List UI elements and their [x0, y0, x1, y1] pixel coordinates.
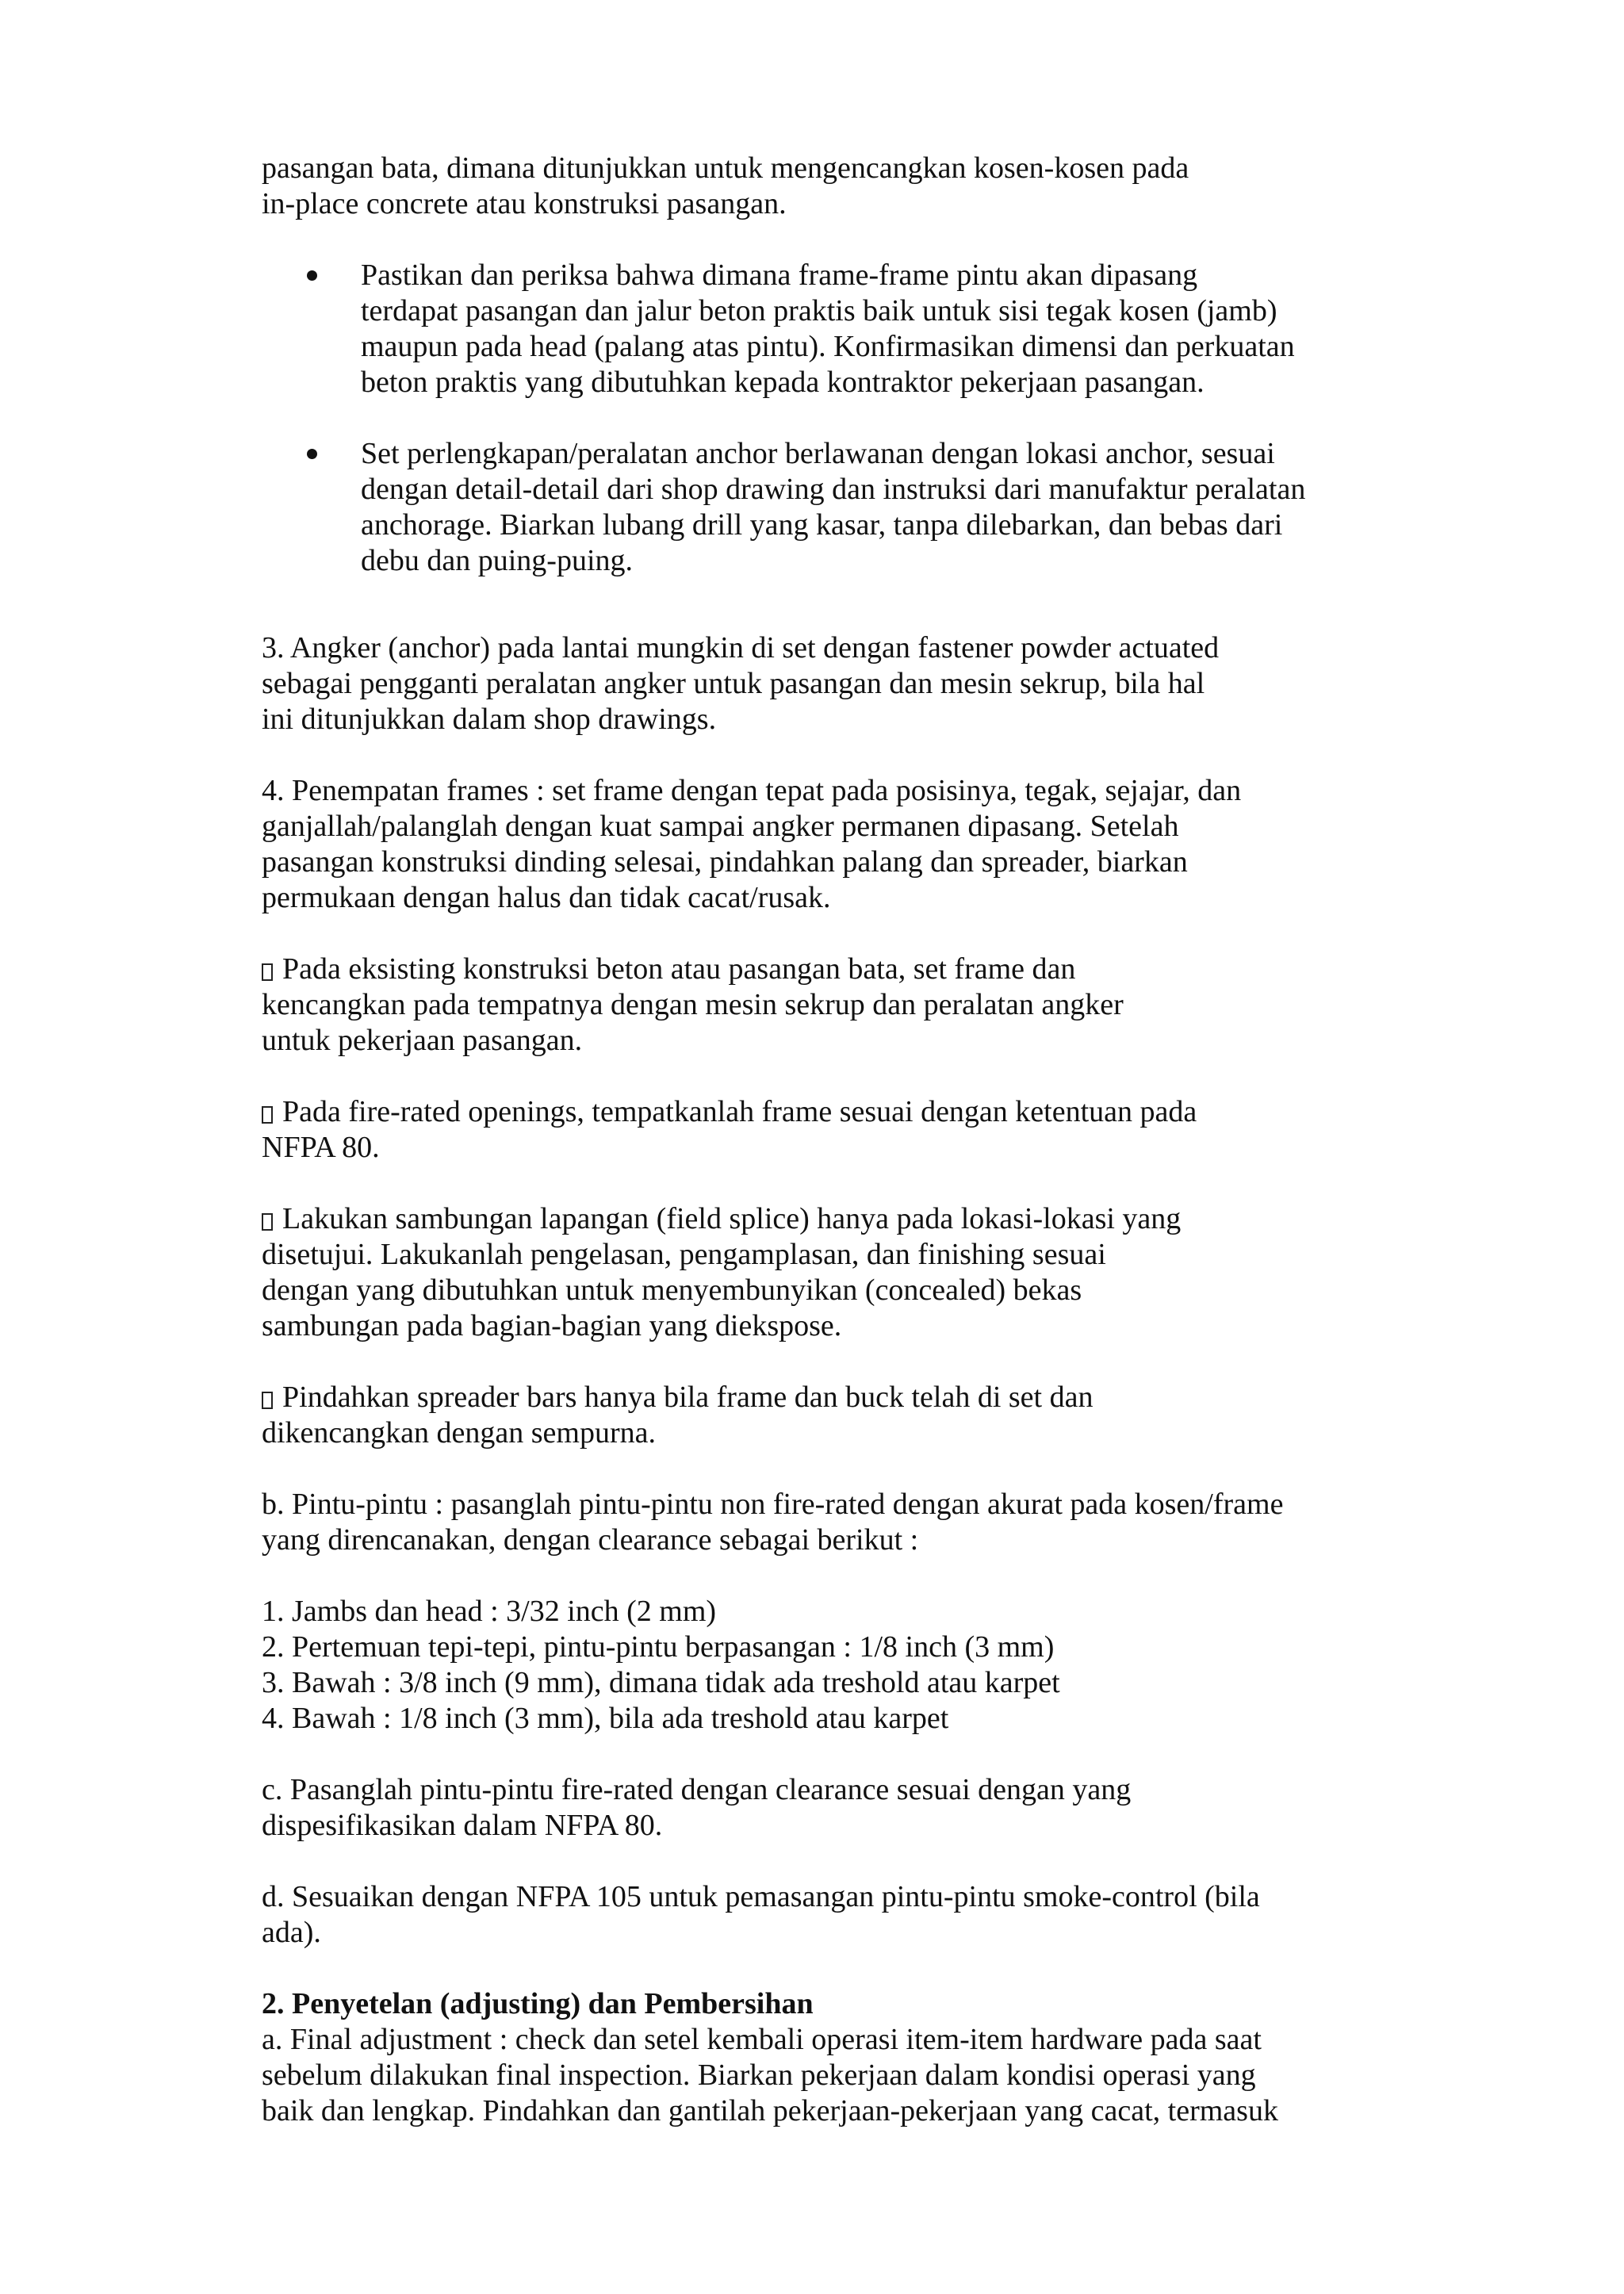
paragraph-item-d: [262, 1879, 1427, 1951]
box-item: [262, 1201, 1427, 1344]
text-line: ganjallah/palanglah dengan kuat sampai angker permanen dipasang. Setelah: [262, 810, 1179, 843]
paragraph-item-4: [262, 773, 1427, 916]
missing-glyph-icon: [262, 1106, 273, 1124]
text-line: [262, 1201, 1427, 1237]
text-line: Pastikan dan periksa bahwa dimana frame-frame pintu akan dipasang: [361, 259, 1198, 292]
text-line: [262, 1380, 1427, 1415]
text-line: sebagai pengganti peralatan angker untuk pasangan dan mesin sekrup, bila hal: [262, 667, 1205, 700]
text-line: dispesifikasikan dalam NFPA 80.: [262, 1809, 663, 1842]
text-line: d. Sesuaikan dengan NFPA 105 untuk pemasangan pintu-pintu smoke-control (bila: [262, 1880, 1260, 1913]
text-line: maupun pada head (palang atas pintu). Konfirmasikan dimensi dan perkuatan: [361, 330, 1295, 363]
section-heading: 2. Penyetelan (adjusting) dan Pembersihan: [262, 1987, 814, 2020]
text-line: NFPA 80.: [262, 1131, 380, 1164]
text-line: pasangan bata, dimana ditunjukkan untuk mengencangkan kosen-kosen pada: [262, 151, 1189, 185]
text-line: [262, 952, 1427, 987]
text-line: a. Final adjustment : check dan setel kembali operasi item-item hardware pada saat: [262, 2023, 1262, 2056]
text-line: permukaan dengan halus dan tidak cacat/rusak.: [262, 881, 831, 914]
text-line: Pada eksisting konstruksi beton atau pasangan bata, set frame dan: [282, 952, 1076, 986]
text-line: c. Pasanglah pintu-pintu fire-rated dengan clearance sesuai dengan yang: [262, 1773, 1132, 1806]
box-item: [262, 1380, 1427, 1451]
missing-glyph-icon: [262, 1392, 273, 1409]
text-line: terdapat pasangan dan jalur beton praktis baik untuk sisi tegak kosen (jamb): [361, 294, 1277, 327]
list-item: 1. Jambs dan head : 3/32 inch (2 mm): [262, 1595, 717, 1628]
text-line: Pada fire-rated openings, tempatkanlah frame sesuai dengan ketentuan pada: [282, 1095, 1197, 1128]
text-line: ini ditunjukkan dalam shop drawings.: [262, 703, 717, 736]
spacer: [262, 615, 1427, 630]
text-line: yang direncanakan, dengan clearance sebagai berikut :: [262, 1523, 919, 1557]
text-line: pasangan konstruksi dinding selesai, pindahkan palang dan spreader, biarkan: [262, 845, 1188, 879]
text-line: anchorage. Biarkan lubang drill yang kasar, tanpa dilebarkan, dan bebas dari: [361, 508, 1283, 542]
bullet-item: [262, 436, 1427, 579]
text-line: [262, 1094, 1427, 1130]
missing-glyph-icon: [262, 963, 273, 981]
list-item: 3. Bawah : 3/8 inch (9 mm), dimana tidak ada treshold atau karpet: [262, 1666, 1060, 1699]
section-2: [262, 1986, 1427, 2129]
text-line: kencangkan pada tempatnya dengan mesin sekrup dan peralatan angker: [262, 988, 1124, 1021]
text-line: beton praktis yang dibutuhkan kepada kontraktor pekerjaan pasangan.: [361, 366, 1205, 399]
paragraph-item-3: [262, 630, 1427, 737]
document-page: [262, 151, 1427, 2129]
text-line: debu dan puing-puing.: [361, 544, 634, 577]
text-line: ada).: [262, 1916, 321, 1949]
bullet-item: [262, 258, 1427, 400]
bullet-dot-icon: [307, 449, 317, 459]
intro-paragraph: [262, 151, 1427, 222]
list-item: 2. Pertemuan tepi-tepi, pintu-pintu berpasangan : 1/8 inch (3 mm): [262, 1630, 1055, 1664]
clearance-list: [262, 1594, 1427, 1737]
bullet-list: [262, 258, 1427, 579]
text-line: Set perlengkapan/peralatan anchor berlawanan dengan lokasi anchor, sesuai: [361, 437, 1275, 470]
text-line: in-place concrete atau konstruksi pasangan.: [262, 187, 787, 220]
text-line: disetujui. Lakukanlah pengelasan, pengamplasan, dan finishing sesuai: [262, 1238, 1106, 1271]
box-item: [262, 1094, 1427, 1166]
text-line: 4. Penempatan frames : set frame dengan tepat pada posisinya, tegak, sejajar, dan: [262, 774, 1242, 807]
paragraph-item-c: [262, 1772, 1427, 1844]
text-line: b. Pintu-pintu : pasanglah pintu-pintu non fire-rated dengan akurat pada kosen/frame: [262, 1488, 1284, 1521]
text-line: sambungan pada bagian-bagian yang diekspose.: [262, 1309, 842, 1342]
text-line: Lakukan sambungan lapangan (field splice) hanya pada lokasi-lokasi yang: [282, 1202, 1182, 1235]
text-line: untuk pekerjaan pasangan.: [262, 1024, 583, 1057]
text-line: 3. Angker (anchor) pada lantai mungkin di set dengan fastener powder actuated: [262, 631, 1220, 664]
text-line: dengan detail-detail dari shop drawing dan instruksi dari manufaktur peralatan: [361, 473, 1306, 506]
bullet-dot-icon: [307, 270, 317, 281]
paragraph-item-b: [262, 1487, 1427, 1558]
text-line: baik dan lengkap. Pindahkan dan gantilah pekerjaan-pekerjaan yang cacat, termasuk: [262, 2094, 1278, 2127]
text-line: dikencangkan dengan sempurna.: [262, 1416, 656, 1450]
list-item: 4. Bawah : 1/8 inch (3 mm), bila ada treshold atau karpet: [262, 1702, 949, 1735]
text-line: sebelum dilakukan final inspection. Biarkan pekerjaan dalam kondisi operasi yang: [262, 2058, 1256, 2092]
box-item: [262, 952, 1427, 1059]
missing-glyph-icon: [262, 1213, 273, 1231]
text-line: Pindahkan spreader bars hanya bila frame dan buck telah di set dan: [282, 1381, 1094, 1414]
text-line: dengan yang dibutuhkan untuk menyembunyikan (concealed) bekas: [262, 1273, 1082, 1307]
